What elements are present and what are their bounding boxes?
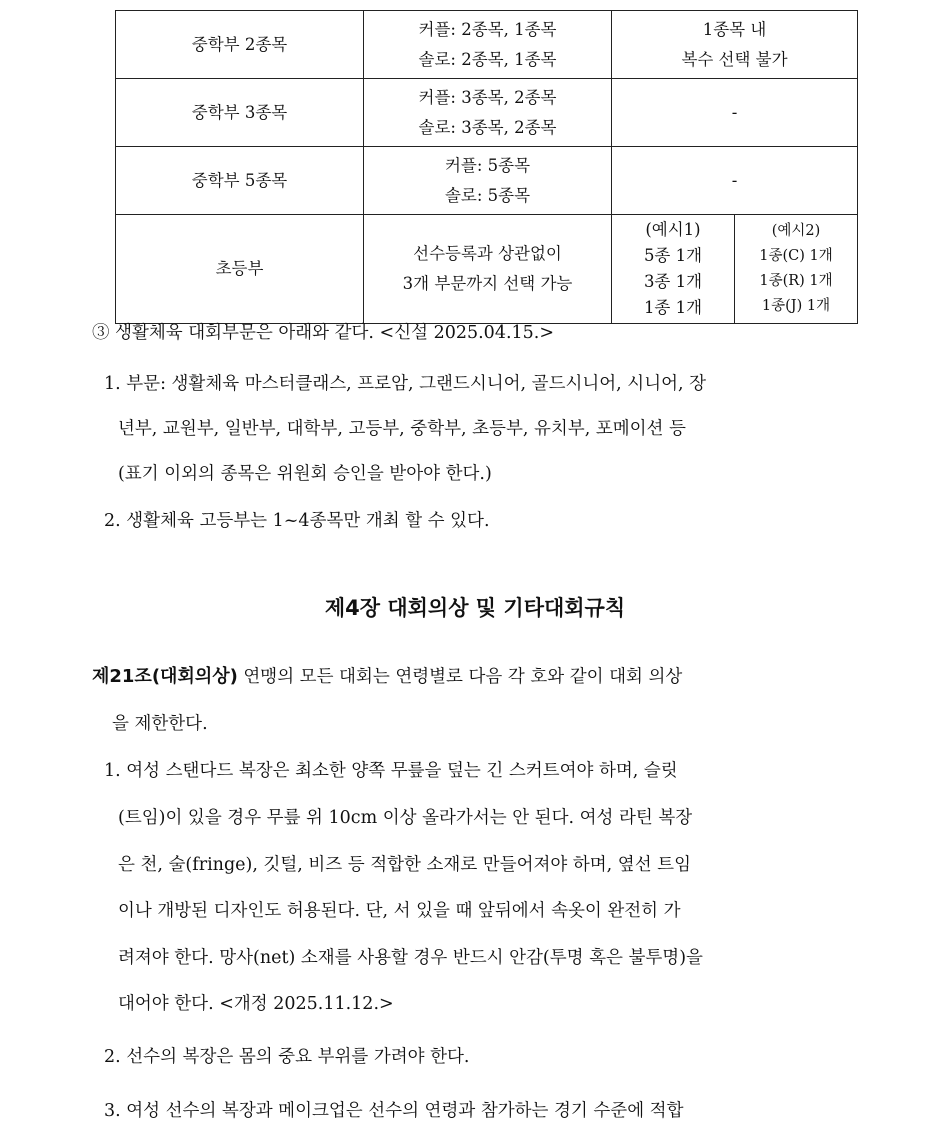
note-cell: -: [612, 147, 858, 215]
list-item-continued: (트임)이 있을 경우 무릎 위 10cm 이상 올라가서는 안 된다. 여성 라틴 복장: [118, 808, 693, 828]
article-21-intro-continued: 을 제한한다.: [112, 714, 208, 734]
table-row: [116, 147, 858, 215]
list-item: 3. 여성 선수의 복장과 메이크업은 선수의 연령과 참가하는 경기 수준에 적합: [104, 1101, 684, 1121]
list-item-continued: (표기 이외의 종목은 위원회 승인을 받아야 한다.): [118, 464, 492, 484]
table-row: [116, 11, 858, 79]
article-21-intro: 제21조(대회의상) 연맹의 모든 대회는 연령별로 다음 각 호와 같이 대회 의상: [92, 666, 683, 687]
table-row: [116, 79, 858, 147]
list-item-continued: 이나 개방된 디자인도 허용된다. 단, 서 있을 때 앞뒤에서 속옷이 완전히 가: [118, 901, 681, 921]
event-cell: 커플: 3종목, 2종목 솔로: 3종목, 2종목: [364, 79, 612, 147]
list-item-continued: 은 천, 술(fringe), 깃털, 비즈 등 적합한 소재로 만들어져야 하며, 옆선 트임: [118, 855, 691, 875]
category-cell: 중학부 3종목: [116, 79, 364, 147]
list-item: 1. 부문: 생활체육 마스터클래스, 프로암, 그랜드시니어, 골드시니어, 시니어, 장: [104, 374, 707, 394]
list-item: 1. 여성 스탠다드 복장은 최소한 양쪽 무릎을 덮는 긴 스커트여야 하며, 슬릿: [104, 761, 678, 781]
example-2: (예시2) 1종(C) 1개 1종(R) 1개 1종(J) 1개: [759, 223, 833, 314]
list-item-continued: 년부, 교원부, 일반부, 대학부, 고등부, 중학부, 초등부, 유치부, 포메이션 등: [118, 419, 686, 439]
note-cell: 1종목 내 복수 선택 불가: [612, 11, 858, 79]
clause-3-text: ③ 생활체육 대회부문은 아래와 같다. <신설 2025.04.15.>: [92, 323, 555, 343]
list-item-continued: 대어야 한다. <개정 2025.11.12.>: [118, 994, 394, 1014]
example-1: (예시1) 5종 1개 3종 1개 1종 1개: [612, 215, 735, 323]
list-item: 2. 생활체육 고등부는 1~4종목만 개최 할 수 있다.: [104, 511, 490, 531]
list-item-continued: 려져야 한다. 망사(net) 소재를 사용할 경우 반드시 안감(투명 혹은 불투명)을: [118, 948, 703, 968]
event-cell: 커플: 5종목 솔로: 5종목: [364, 147, 612, 215]
article-21-title: 제21조(대회의상): [92, 666, 238, 687]
example-cell: [612, 215, 858, 324]
note-cell: -: [612, 79, 858, 147]
category-cell: 중학부 5종목: [116, 147, 364, 215]
category-cell: 중학부 2종목: [116, 11, 364, 79]
event-cell: 커플: 2종목, 1종목 솔로: 2종목, 1종목: [364, 11, 612, 79]
chapter-title: 제4장 대회의상 및 기타대회규칙: [324, 596, 626, 620]
list-item: 2. 선수의 복장은 몸의 중요 부위를 가려야 한다.: [104, 1047, 470, 1067]
table-row: [116, 215, 858, 324]
category-table: [115, 10, 858, 324]
category-cell: 초등부: [116, 215, 364, 324]
event-cell: 선수등록과 상관없이 3개 부문까지 선택 가능: [364, 215, 612, 324]
